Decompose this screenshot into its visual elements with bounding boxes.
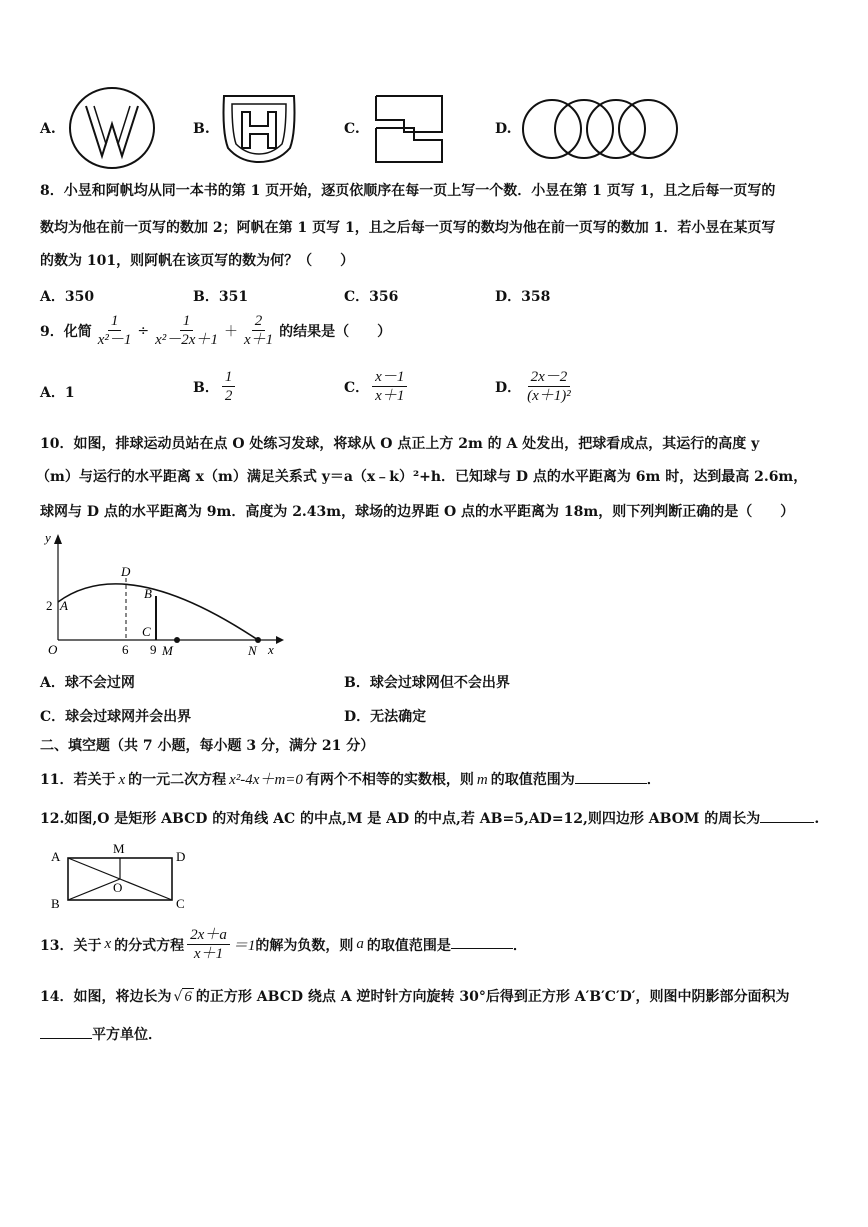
- label-b: B: [51, 896, 60, 911]
- point-m-label: M: [162, 643, 173, 658]
- point-d-label: D: [121, 564, 131, 579]
- q9-suffix: 的结果是（ ）: [279, 323, 392, 340]
- q8-option-d: D．358: [495, 289, 551, 305]
- q10-option-a: A．球不会过网: [40, 675, 135, 691]
- point-a-label: A: [60, 598, 68, 613]
- tick-9: 9: [150, 642, 157, 657]
- tick-2: 2: [46, 598, 53, 613]
- q9-option-a: A．1: [40, 385, 75, 401]
- q13-stem: 13．关于 x 的分式方程 $\frac{2x+a}{x+1}$ ＝1 的解为负数，则 a 的取值范围是 ．: [40, 927, 527, 962]
- q9-fraction-1: $\frac{1}{\text{x²－1}}$: [97, 313, 132, 348]
- q9-stem: [40, 312, 391, 349]
- origin-label: O: [48, 642, 58, 657]
- q9-fraction-3: $\frac{2}{x+1}$: [243, 313, 274, 348]
- sqrt-expression: √ 6: [173, 989, 192, 1005]
- q14-line-2: 平方单位．: [40, 1024, 162, 1044]
- q9-prefix: 9．化简: [40, 323, 92, 340]
- section-2-heading: 二、填空题（共 7 小题，每小题 3 分，满分 21 分）: [40, 738, 375, 754]
- four-rings-figure: [520, 96, 680, 162]
- q8-option-c: C．356: [344, 289, 399, 305]
- q10-line-1: 10．如图，排球运动员站在点 O 处练习发球，将球从 O 点正上方 2m 的 A 处发出，把球看成点，其运行的高度 y: [40, 436, 760, 452]
- q14-answer-blank[interactable]: [40, 1024, 92, 1039]
- rectangle-abcd-figure: [48, 840, 198, 912]
- q9-option-d: D． $\frac{2x-2}{\text{(x＋1)²}}$: [495, 369, 571, 404]
- q11-answer-blank[interactable]: [575, 769, 647, 784]
- q7-option-b-label: B.: [193, 121, 210, 137]
- var-m: m: [476, 772, 488, 788]
- q10-option-c: C．球会过球网并会出界: [40, 709, 192, 725]
- q8-line-3: 的数为 101，则阿帆在该页写的数为何？（ ）: [40, 253, 355, 269]
- w-logo-figure: [68, 86, 158, 170]
- q8-option-a: A．350: [40, 289, 95, 305]
- q13-equals-one: ＝1: [232, 938, 256, 954]
- label-a: A: [51, 849, 61, 864]
- q7-option-c-label: C.: [344, 121, 360, 137]
- q10-option-d: D．无法确定: [344, 709, 427, 725]
- q11-equation: x²-4x＋m=0: [229, 772, 303, 788]
- var-x: x: [118, 772, 126, 788]
- x-axis-label: x: [268, 642, 274, 657]
- q9-fraction-2: $\frac{1}{\text{x²－2x＋1}}$: [155, 313, 218, 348]
- label-m: M: [113, 841, 125, 856]
- volleyball-trajectory-figure: [38, 530, 288, 660]
- q9-option-c: C． $\frac{x-1}{x+1}$: [344, 368, 410, 405]
- point-n-label: N: [248, 643, 257, 658]
- point-m: [174, 637, 180, 643]
- q7-option-d-label: D.: [495, 121, 512, 137]
- q13-answer-blank[interactable]: [451, 934, 513, 949]
- var-a: a: [356, 936, 364, 952]
- q13-fraction: $\frac{2x+a}{x+1}$: [187, 926, 230, 963]
- q8-option-b: B．351: [193, 289, 249, 305]
- q9-plus-sign: ＋: [223, 323, 238, 340]
- q12-answer-blank[interactable]: [760, 808, 814, 823]
- q10-line-3: 球网与 D 点的水平距离为 9m．高度为 2.43m，球场的边界距 O 点的水平距离为 18m，则下列判断正确的是（ ）: [40, 504, 795, 520]
- q8-line-2: 数均为他在前一页写的数加 2；阿帆在第 1 页写 1，且之后每一页写的数均为他在前一页写的数加 1．若小昱在某页写: [40, 220, 776, 236]
- q14-stem: 14．如图，将边长为 √ 6 的正方形 ABCD 绕点 A 逆时针方向旋转 30°后得到正方形 A′B′C′D′，则图中阴影部分面积为: [40, 989, 790, 1005]
- h-logo-figure: [218, 92, 300, 166]
- ball-trajectory-curve: [58, 584, 258, 640]
- var-x: x: [104, 936, 112, 952]
- q9-option-b: B． $\frac{1}{2}$: [193, 368, 238, 405]
- tick-6: 6: [122, 642, 129, 657]
- interlocking-shape-figure: [372, 92, 448, 166]
- label-o: O: [113, 880, 123, 895]
- q10-option-b: B．球会过球网但不会出界: [344, 675, 510, 691]
- point-b-label: B: [144, 586, 152, 601]
- q9-divide-sign: ÷: [137, 322, 150, 339]
- q10-line-2: （m）与运行的水平距离 x（m）满足关系式 y＝a（x﹣k）²+h．已知球与 D 点的水平距离为 6m 时，达到最高 2.6m，: [36, 469, 808, 485]
- label-d: D: [176, 849, 186, 864]
- q8-line-1: 8．小昱和阿帆均从同一本书的第 1 页开始，逐页依顺序在每一页上写一个数．小昱在第 1 页写 1，且之后每一页写的: [40, 183, 776, 199]
- point-c-label: C: [142, 624, 151, 639]
- y-axis-label: y: [45, 530, 51, 545]
- q11-stem: 11．若关于 x 的一元二次方程 x²-4x＋m=0 有两个不相等的实数根，则 m 的取值范围为 ．: [40, 768, 661, 789]
- q12-stem: 12.如图,O 是矩形 ABCD 的对角线 AC 的中点,M 是 AD 的中点,若 AB=5,AD=12,则四边形 ABOM 的周长为 .: [40, 808, 819, 828]
- label-c: C: [176, 896, 185, 911]
- q7-option-a-label: A.: [40, 121, 56, 137]
